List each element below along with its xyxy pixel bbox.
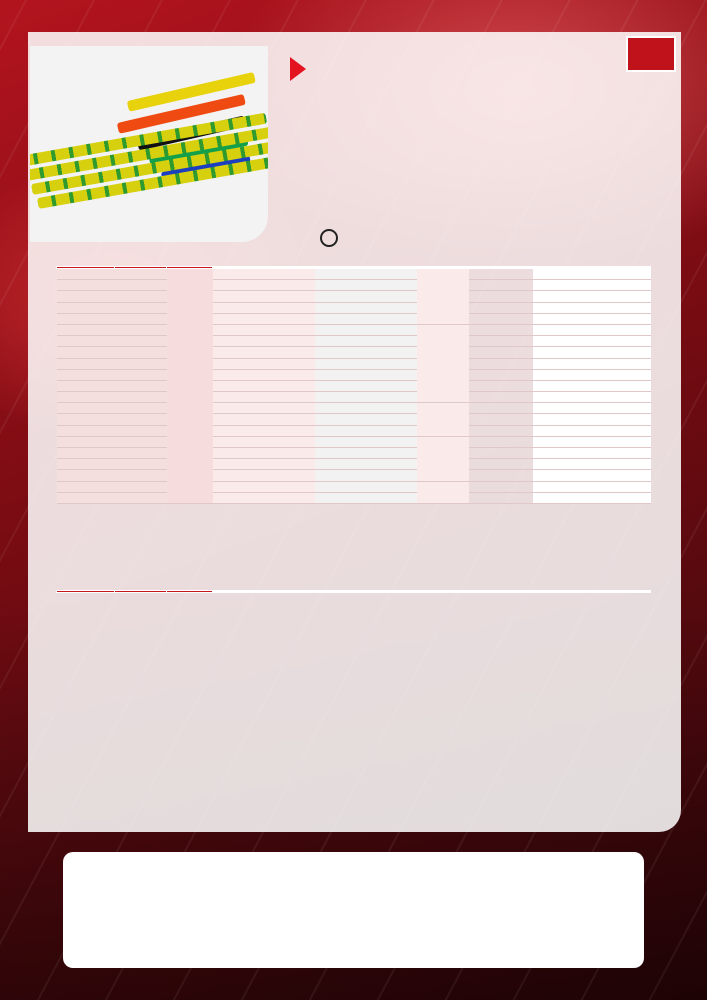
cell-post xyxy=(315,302,417,313)
cell-p2 xyxy=(592,436,651,447)
spec-v xyxy=(500,174,640,192)
cell-size xyxy=(115,269,167,280)
cell-pre xyxy=(213,414,315,425)
cell-size xyxy=(115,336,167,347)
th-code xyxy=(57,591,115,593)
cell-p2 xyxy=(592,470,651,481)
cell-size xyxy=(115,280,167,291)
spec-row xyxy=(320,192,640,210)
cell-p2 xyxy=(592,369,651,380)
cell-p2 xyxy=(592,403,651,414)
cell-r xyxy=(469,459,533,470)
th-pack-m xyxy=(417,592,469,593)
cell-size xyxy=(115,324,167,335)
cell-post xyxy=(315,269,417,280)
cell-pre xyxy=(213,369,315,380)
cell-meters xyxy=(417,436,469,481)
brand-logo xyxy=(626,36,676,72)
cell-p1 xyxy=(533,459,592,470)
table-row xyxy=(57,414,651,425)
th-pack-r xyxy=(469,592,533,593)
cell-p2 xyxy=(592,347,651,358)
cell-pre xyxy=(213,291,315,302)
cell-pre xyxy=(213,436,315,447)
cell-post xyxy=(315,369,417,380)
cell-p1 xyxy=(533,347,592,358)
cell-p1 xyxy=(533,492,592,503)
cell-r xyxy=(469,492,533,503)
cell-p1 xyxy=(533,302,592,313)
table-row xyxy=(57,448,651,459)
cell-pre xyxy=(213,269,315,280)
cell-p1 xyxy=(533,414,592,425)
spec-row xyxy=(320,138,640,156)
table-row xyxy=(57,459,651,470)
cell-code xyxy=(57,347,115,358)
cell-pre xyxy=(213,448,315,459)
cell-post xyxy=(315,347,417,358)
th-size xyxy=(115,591,167,593)
certifications xyxy=(320,229,368,247)
spec-row xyxy=(320,174,640,192)
spec-c xyxy=(470,138,500,156)
cell-size xyxy=(115,414,167,425)
cell-code xyxy=(57,492,115,503)
cell-p1 xyxy=(533,358,592,369)
cell-pre xyxy=(213,280,315,291)
cell-p1 xyxy=(533,425,592,436)
price-table-main xyxy=(56,266,651,504)
table-row xyxy=(57,481,651,492)
cell-post xyxy=(315,280,417,291)
cell-p2 xyxy=(592,380,651,391)
cell-code xyxy=(57,358,115,369)
cell-code xyxy=(57,291,115,302)
cell-code xyxy=(57,403,115,414)
cell-p2 xyxy=(592,425,651,436)
table-row xyxy=(57,347,651,358)
cell-code xyxy=(57,369,115,380)
cell-code xyxy=(57,380,115,391)
cell-size xyxy=(115,313,167,324)
spec-k xyxy=(320,192,470,210)
cell-p2 xyxy=(592,358,651,369)
cell-size xyxy=(115,347,167,358)
cell-size xyxy=(115,436,167,447)
cell-r xyxy=(469,302,533,313)
cell-size xyxy=(115,403,167,414)
table-row xyxy=(57,470,651,481)
table-row xyxy=(57,436,651,447)
cell-post xyxy=(315,324,417,335)
cell-p2 xyxy=(592,414,651,425)
table-row xyxy=(57,392,651,403)
table-row xyxy=(57,269,651,280)
cell-post xyxy=(315,481,417,492)
cell-p1 xyxy=(533,403,592,414)
table-row xyxy=(57,380,651,391)
cell-post xyxy=(315,336,417,347)
cell-p1 xyxy=(533,324,592,335)
cell-size xyxy=(115,448,167,459)
cell-code xyxy=(57,336,115,347)
cell-size xyxy=(115,358,167,369)
cell-post xyxy=(315,414,417,425)
spec-c xyxy=(470,156,500,174)
cell-pre xyxy=(213,425,315,436)
table-row xyxy=(57,369,651,380)
cell-p1 xyxy=(533,280,592,291)
spec-row xyxy=(320,156,640,174)
cell-colors xyxy=(167,269,213,504)
cell-r xyxy=(469,403,533,414)
cell-r xyxy=(469,425,533,436)
cell-pre xyxy=(213,324,315,335)
cell-post xyxy=(315,291,417,302)
cell-size xyxy=(115,425,167,436)
ul-mark-icon xyxy=(320,229,338,247)
cell-size xyxy=(115,380,167,391)
note-box xyxy=(63,852,644,968)
cell-p2 xyxy=(592,324,651,335)
cell-size xyxy=(115,392,167,403)
cell-code xyxy=(57,425,115,436)
cell-p1 xyxy=(533,448,592,459)
cell-r xyxy=(469,291,533,302)
cell-r xyxy=(469,414,533,425)
cell-code xyxy=(57,313,115,324)
cell-pre xyxy=(213,492,315,503)
table-row xyxy=(57,358,651,369)
table-row xyxy=(57,336,651,347)
cell-pre xyxy=(213,347,315,358)
cell-p1 xyxy=(533,336,592,347)
cell-r xyxy=(469,392,533,403)
cell-pre xyxy=(213,392,315,403)
spec-v xyxy=(500,192,640,210)
cell-size xyxy=(115,369,167,380)
cell-p1 xyxy=(533,392,592,403)
table-row xyxy=(57,280,651,291)
cell-post xyxy=(315,436,417,447)
title-arrow-icon xyxy=(290,57,306,81)
th-price-roll xyxy=(533,592,592,593)
cell-code xyxy=(57,470,115,481)
cell-r xyxy=(469,358,533,369)
table-row xyxy=(57,403,651,414)
cell-r xyxy=(469,369,533,380)
table-row xyxy=(57,302,651,313)
th-pre-sub xyxy=(213,592,315,593)
cell-post xyxy=(315,492,417,503)
cell-post xyxy=(315,380,417,391)
cell-pre xyxy=(213,358,315,369)
cell-p2 xyxy=(592,336,651,347)
cell-p2 xyxy=(592,448,651,459)
cell-p1 xyxy=(533,291,592,302)
spec-c xyxy=(470,174,500,192)
spec-v xyxy=(500,138,640,156)
cell-post xyxy=(315,403,417,414)
cell-p1 xyxy=(533,380,592,391)
cell-p1 xyxy=(533,313,592,324)
cell-pre xyxy=(213,380,315,391)
cell-size xyxy=(115,302,167,313)
cell-r xyxy=(469,347,533,358)
cell-pre xyxy=(213,459,315,470)
table-row xyxy=(57,313,651,324)
cell-post xyxy=(315,358,417,369)
table-row xyxy=(57,324,651,335)
cell-size xyxy=(115,459,167,470)
cell-p2 xyxy=(592,492,651,503)
cell-pre xyxy=(213,302,315,313)
spec-k xyxy=(320,138,470,156)
cell-p1 xyxy=(533,481,592,492)
price-table-e xyxy=(56,590,651,593)
product-photo xyxy=(30,46,268,242)
cell-r xyxy=(469,380,533,391)
table-row xyxy=(57,291,651,302)
cell-r xyxy=(469,436,533,447)
th-color xyxy=(167,591,213,593)
cell-r xyxy=(469,324,533,335)
table-row xyxy=(57,492,651,503)
cell-pre xyxy=(213,403,315,414)
spec-k xyxy=(320,174,470,192)
cell-size xyxy=(115,492,167,503)
cell-post xyxy=(315,313,417,324)
cell-r xyxy=(469,269,533,280)
cell-code xyxy=(57,481,115,492)
cell-p2 xyxy=(592,280,651,291)
cell-p2 xyxy=(592,291,651,302)
cell-p2 xyxy=(592,459,651,470)
cell-pre xyxy=(213,336,315,347)
cell-post xyxy=(315,459,417,470)
cell-p1 xyxy=(533,269,592,280)
spec-v xyxy=(500,156,640,174)
cell-p1 xyxy=(533,436,592,447)
cell-post xyxy=(315,448,417,459)
spec-list xyxy=(320,138,640,210)
cell-p1 xyxy=(533,369,592,380)
spec-k xyxy=(320,156,470,174)
cell-r xyxy=(469,336,533,347)
cell-size xyxy=(115,291,167,302)
cell-p2 xyxy=(592,313,651,324)
cell-r xyxy=(469,313,533,324)
cell-size xyxy=(115,481,167,492)
cell-meters xyxy=(417,269,469,325)
cell-r xyxy=(469,448,533,459)
cell-pre xyxy=(213,481,315,492)
cell-r xyxy=(469,470,533,481)
cell-p2 xyxy=(592,269,651,280)
cell-size xyxy=(115,470,167,481)
table-row xyxy=(57,425,651,436)
cell-r xyxy=(469,481,533,492)
cell-code xyxy=(57,324,115,335)
cell-p1 xyxy=(533,470,592,481)
th-price-m xyxy=(592,592,651,593)
cell-p2 xyxy=(592,302,651,313)
cell-code xyxy=(57,436,115,447)
cell-code xyxy=(57,459,115,470)
cell-pre xyxy=(213,313,315,324)
cell-p2 xyxy=(592,481,651,492)
cell-meters xyxy=(417,481,469,503)
cell-meters xyxy=(417,324,469,402)
cell-code xyxy=(57,392,115,403)
cell-p2 xyxy=(592,392,651,403)
cell-code xyxy=(57,302,115,313)
cell-code xyxy=(57,448,115,459)
cell-code xyxy=(57,269,115,280)
cell-code xyxy=(57,414,115,425)
spec-c xyxy=(470,192,500,210)
cell-r xyxy=(469,280,533,291)
cell-code xyxy=(57,280,115,291)
cell-post xyxy=(315,470,417,481)
th-post-sub xyxy=(315,592,417,593)
cell-post xyxy=(315,425,417,436)
cell-post xyxy=(315,392,417,403)
cell-pre xyxy=(213,470,315,481)
cell-meters xyxy=(417,403,469,437)
